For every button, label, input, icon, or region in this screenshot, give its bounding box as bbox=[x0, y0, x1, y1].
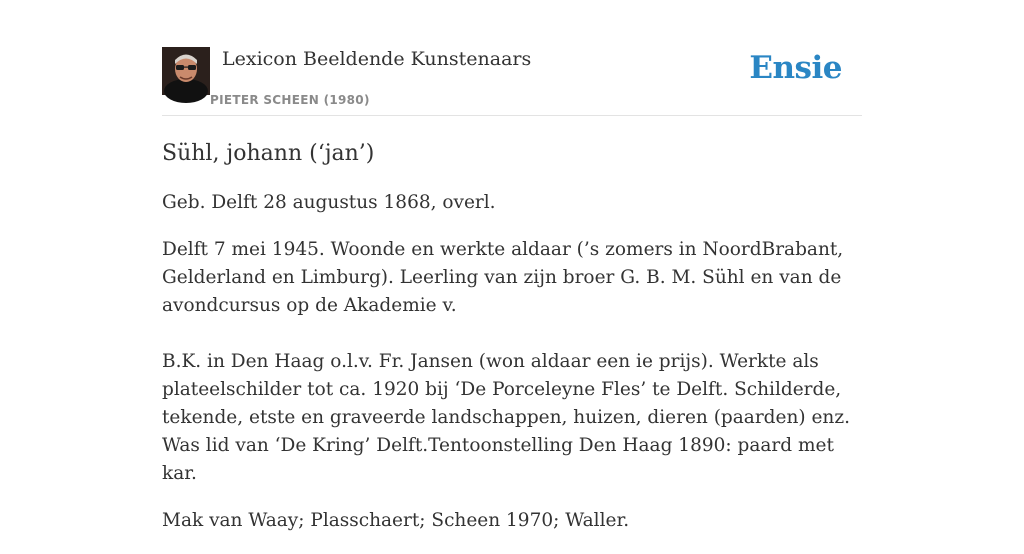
entry-content bbox=[162, 138, 862, 554]
entry-paragraph: Mak van Waay; Plasschaert; Scheen 1970; Waller. bbox=[162, 510, 630, 531]
ensie-logo[interactable]: Ensie bbox=[749, 50, 842, 86]
entry-paragraph: Geb. Delft 28 augustus 1868, overl. bbox=[162, 192, 496, 213]
author-photo bbox=[162, 47, 210, 95]
author-avatar[interactable] bbox=[162, 47, 210, 95]
entry-paragraph: Delft 7 mei 1945. Woonde en werkte aldaar (’s zomers in NoordBrabant, Gelderland en Limburg). Leerling van zijn broer G. B. M. Sühl en van de avondcursus op de Akademie v. B.K. in Den Haag o.l.v. Fr. Jansen (won aldaar een ie prijs). Werkte als plateelschilder tot ca. 1920 bij ‘De Porceleyne Fles’ te Delft. Schilderde, tekende, etste en graveerde landschappen, huizen, dieren (paarden) enz. Was lid van ‘De Kring’ Delft.Tentoonstelling Den Haag 1890: paard met kar. bbox=[162, 239, 850, 484]
book-title[interactable]: Lexicon Beeldende Kunstenaars bbox=[222, 48, 532, 70]
entry-title: Sühl, johann (‘jan’) bbox=[162, 141, 375, 166]
header bbox=[162, 46, 862, 116]
author-name[interactable]: PIETER SCHEEN (1980) bbox=[210, 93, 370, 107]
